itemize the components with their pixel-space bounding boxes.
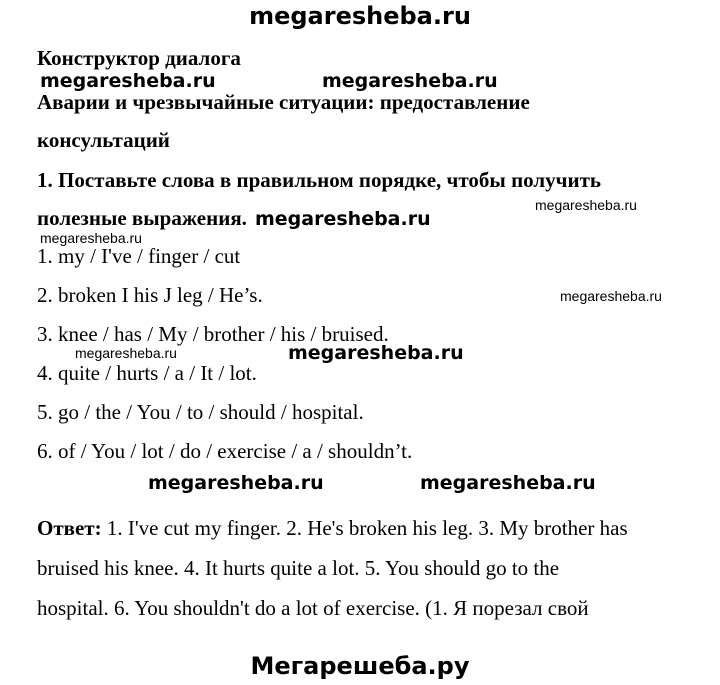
topic-title-line1: Аварии и чрезвычайные ситуации: предоставление: [37, 90, 530, 114]
site-header: megaresheba.ru: [249, 2, 471, 30]
exercise-item-1: 1. my / I've / finger / cut: [37, 244, 241, 268]
answer-line1: [37, 516, 628, 541]
answer-line3: hospital. 6. You shouldn't do a lot of exercise. (1. Я порезал свой: [37, 596, 589, 620]
answer-text-line1: 1. I've cut my finger. 2. He's broken his leg. 3. My brother has: [101, 516, 628, 540]
answer-line2: bruised his knee. 4. It hurts quite a lot. 5. You should go to the: [37, 556, 560, 580]
exercise-item-2: 2. broken I his J leg / He’s.: [37, 283, 263, 307]
watermark-small: megaresheba.ru: [75, 345, 177, 361]
dialog-builder-title: Конструктор диалога: [37, 46, 241, 70]
exercise-heading-line2: полезные выражения.: [37, 206, 247, 230]
exercise-item-4: 4. quite / hurts / a / It / lot.: [37, 361, 257, 385]
site-footer: Мегарешеба.ру: [250, 652, 470, 680]
watermark: megaresheba.ru: [255, 208, 431, 230]
exercise-item-3: 3. knee / has / My / brother / his / bruised.: [37, 322, 389, 346]
topic-title-line2: консультаций: [37, 128, 170, 152]
watermark-small: megaresheba.ru: [40, 230, 142, 246]
watermark-small: megaresheba.ru: [535, 197, 637, 213]
watermark: megaresheba.ru: [148, 472, 324, 494]
watermark: megaresheba.ru: [420, 472, 596, 494]
exercise-heading-line1: 1. Поставьте слова в правильном порядке, чтобы получить: [37, 168, 602, 192]
watermark: megaresheba.ru: [40, 70, 216, 92]
watermark-small: megaresheba.ru: [560, 288, 662, 304]
watermark: megaresheba.ru: [288, 342, 464, 364]
answer-label: Ответ:: [37, 516, 102, 540]
exercise-item-5: 5. go / the / You / to / should / hospital.: [37, 400, 364, 424]
exercise-item-6: 6. of / You / lot / do / exercise / a / shouldn’t.: [37, 439, 413, 463]
watermark: megaresheba.ru: [322, 70, 498, 92]
